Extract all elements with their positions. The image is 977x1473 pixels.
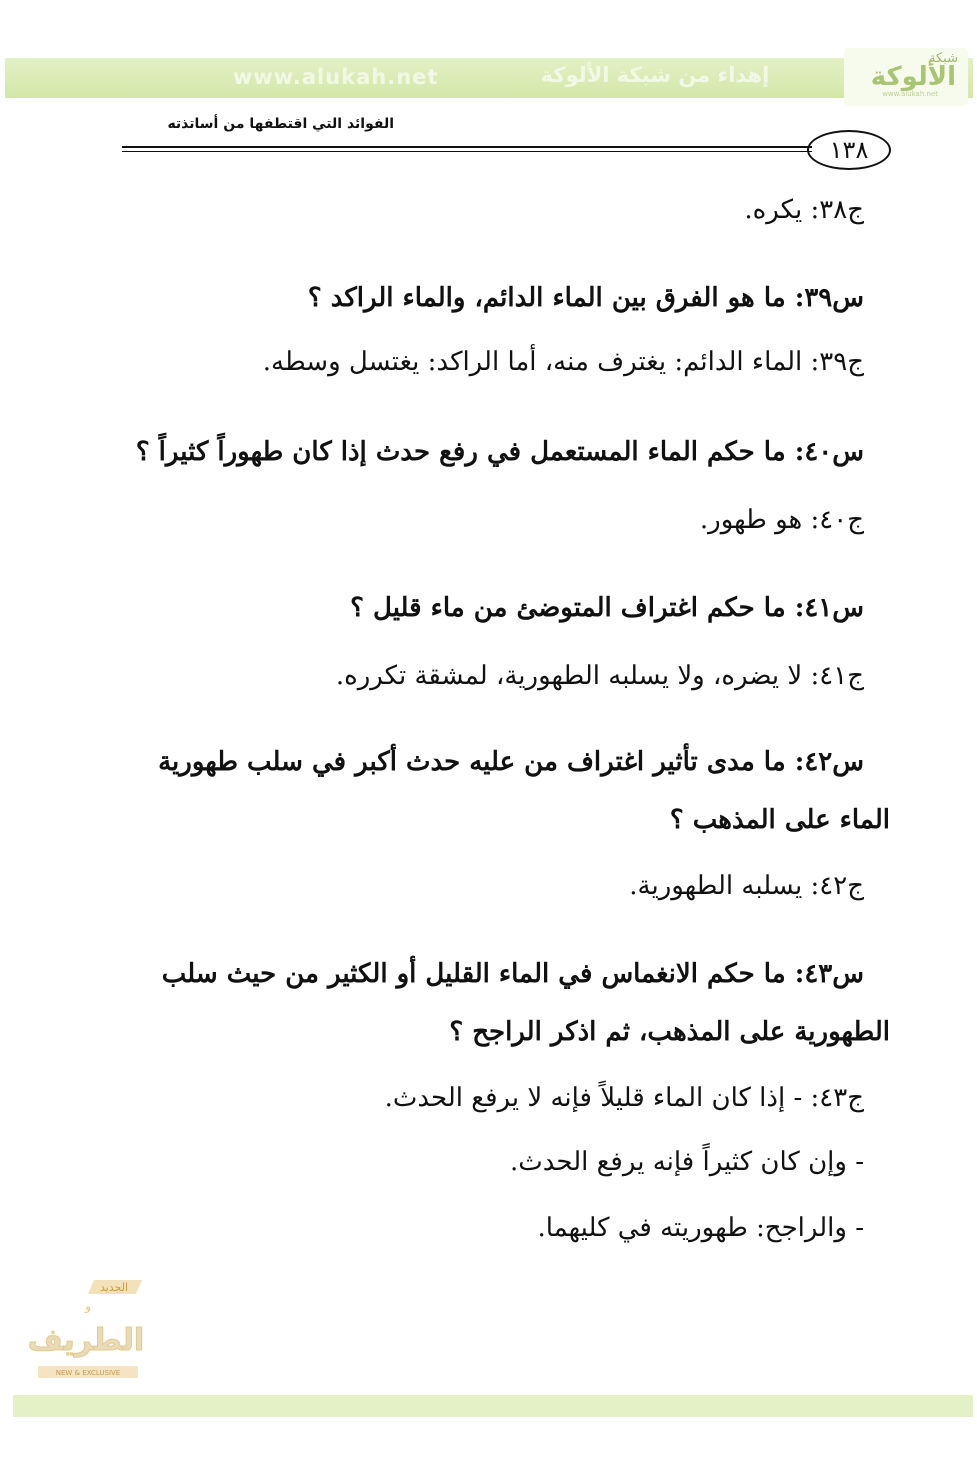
answer-line: - والراجح: طهوريته في كليهما.	[537, 1213, 864, 1243]
header-rule	[122, 146, 812, 148]
site-url: www.alukah.net	[233, 65, 439, 89]
logo-top-text: شبكة	[929, 51, 958, 66]
seal-mid-text: و	[85, 1299, 91, 1313]
seal-sub-text: NEW & EXCLUSIVE	[55, 1369, 121, 1377]
question-line: س٣٩: ما هو الفرق بين الماء الدائم، والماء الراكد ؟	[307, 283, 864, 313]
answer-line: ج٤٣: - إذا كان الماء قليلاً فإنه لا يرفع الحدث.	[384, 1083, 864, 1113]
gift-text: إهداء من شبكة الألوكة	[540, 63, 770, 87]
alukah-logo	[844, 48, 968, 106]
question-line: س٤٣: ما حكم الانغماس في الماء القليل أو الكثير من حيث سلب	[161, 959, 864, 989]
header-rule-thin	[122, 151, 812, 152]
page-number: ١٣٨	[807, 130, 891, 170]
answer-line: - وإن كان كثيراً فإنه يرفع الحدث.	[510, 1147, 864, 1177]
answer-line: ج٤١: لا يضره، ولا يسلبه الطهورية، لمشقة تكرره.	[335, 661, 864, 691]
question-line: س٤٠: ما حكم الماء المستعمل في رفع حدث إذا كان طهوراً كثيراً ؟	[135, 437, 864, 467]
answer-line: ج٣٩: الماء الدائم: يغترف منه، أما الراكد: يغتسل وسطه.	[262, 347, 864, 377]
question-line: الماء على المذهب ؟	[669, 805, 890, 835]
logo-name: الألوكة	[870, 62, 956, 92]
running-title: الفوائد التي اقتطفها من أساتذته	[167, 116, 394, 132]
seal-main-text: الطريف	[27, 1323, 145, 1358]
footer-band	[13, 1395, 973, 1417]
answer-line: ج٣٨: يكره.	[744, 195, 864, 225]
logo-url: www.alukah.net	[882, 90, 938, 98]
question-line: س٤٢: ما مدى تأثير اغتراف من عليه حدث أكبر في سلب طهورية	[158, 747, 864, 777]
new-exclusive-seal	[24, 1272, 148, 1382]
answer-line: ج٤٠: هو طهور.	[699, 505, 864, 535]
question-line: الطهورية على المذهب، ثم اذكر الراجح ؟	[449, 1017, 890, 1047]
seal-top-text: الجديد	[99, 1281, 129, 1294]
answer-line: ج٤٢: يسلبه الطهورية.	[629, 871, 864, 901]
question-line: س٤١: ما حكم اغتراف المتوضئ من ماء قليل ؟	[350, 593, 864, 623]
header-banner	[5, 58, 973, 98]
